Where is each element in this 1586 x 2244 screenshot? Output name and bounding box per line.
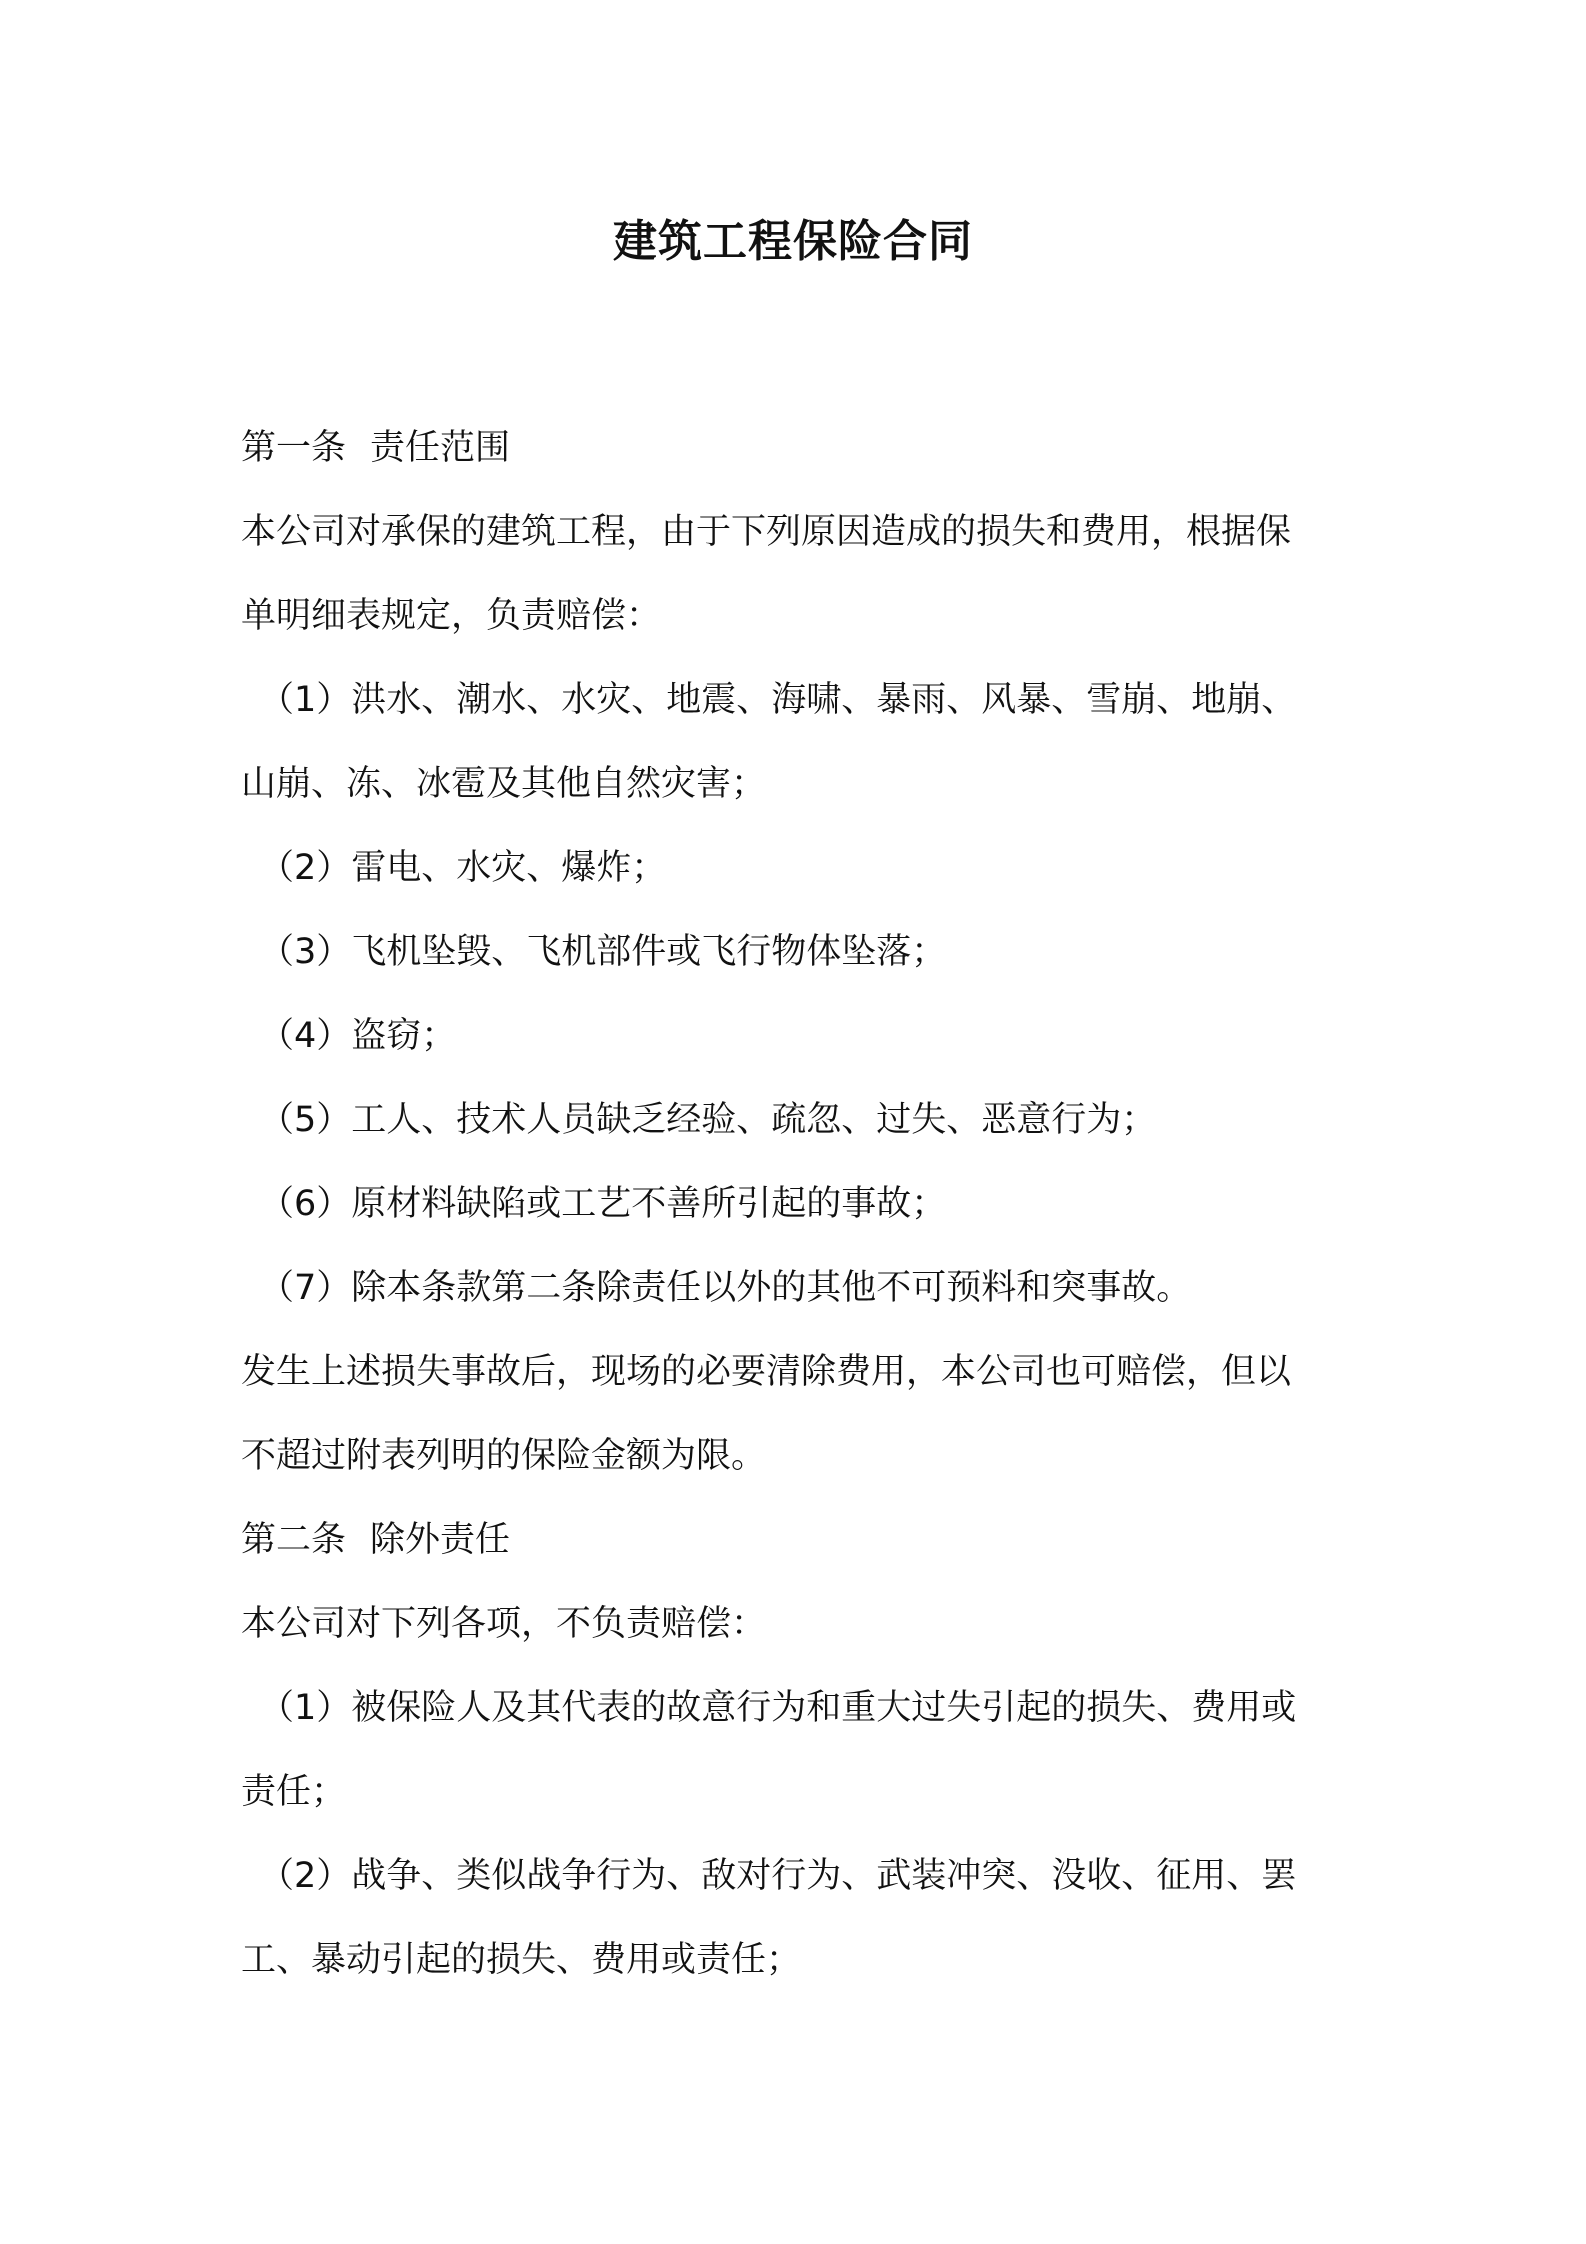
- article-2-item-2-line-1: （2）战争、类似战争行为、敌对行为、武装冲突、没收、征用、罢: [259, 1856, 1297, 1896]
- article-1-intro-line-2: 单明细表规定，负责赔偿：: [241, 596, 662, 636]
- article-1-item-1-line-1: （1）洪水、潮水、水灾、地震、海啸、暴雨、风暴、雪崩、地崩、: [259, 680, 1297, 720]
- article-1-number: 第一条: [241, 428, 347, 468]
- article-2-item-1-line-1: （1）被保险人及其代表的故意行为和重大过失引起的损失、费用或: [259, 1688, 1297, 1728]
- article-2-title: 除外责任: [370, 1520, 511, 1560]
- article-1-item-6: （6）原材料缺陷或工艺不善所引起的事故；: [259, 1184, 947, 1224]
- article-1-item-2: （2）雷电、水灾、爆炸；: [259, 848, 667, 888]
- document-body: [241, 406, 1351, 2002]
- article-1-item-3: （3）飞机坠毁、飞机部件或飞行物体坠落；: [259, 932, 947, 972]
- article-2-number: 第二条: [241, 1520, 347, 1560]
- article-1-item-7: （7）除本条款第二条除责任以外的其他不可预料和突事故。: [259, 1268, 1192, 1308]
- article-1-intro-line-1: 本公司对承保的建筑工程，由于下列原因造成的损失和费用，根据保: [241, 512, 1292, 552]
- article-1-heading: [241, 406, 1351, 490]
- article-1-item-1-line-2: 山崩、冻、冰雹及其他自然灾害；: [241, 764, 767, 804]
- article-1-item-4: （4）盗窃；: [259, 1016, 457, 1056]
- document-title: 建筑工程保险合同: [613, 216, 973, 267]
- article-1-closing-line-2: 不超过附表列明的保险金额为限。: [241, 1436, 767, 1476]
- article-1-item-5: （5）工人、技术人员缺乏经验、疏忽、过失、恶意行为；: [259, 1100, 1157, 1140]
- article-2-item-1-line-2: 责任；: [241, 1772, 347, 1812]
- article-2-heading: [241, 1498, 1351, 1582]
- article-1-closing-line-1: 发生上述损失事故后，现场的必要清除费用，本公司也可赔偿，但以: [241, 1352, 1292, 1392]
- article-1-title: 责任范围: [370, 428, 511, 468]
- article-2-item-2-line-2: 工、暴动引起的损失、费用或责任；: [241, 1940, 802, 1980]
- article-2-intro: 本公司对下列各项，不负责赔偿：: [241, 1604, 767, 1644]
